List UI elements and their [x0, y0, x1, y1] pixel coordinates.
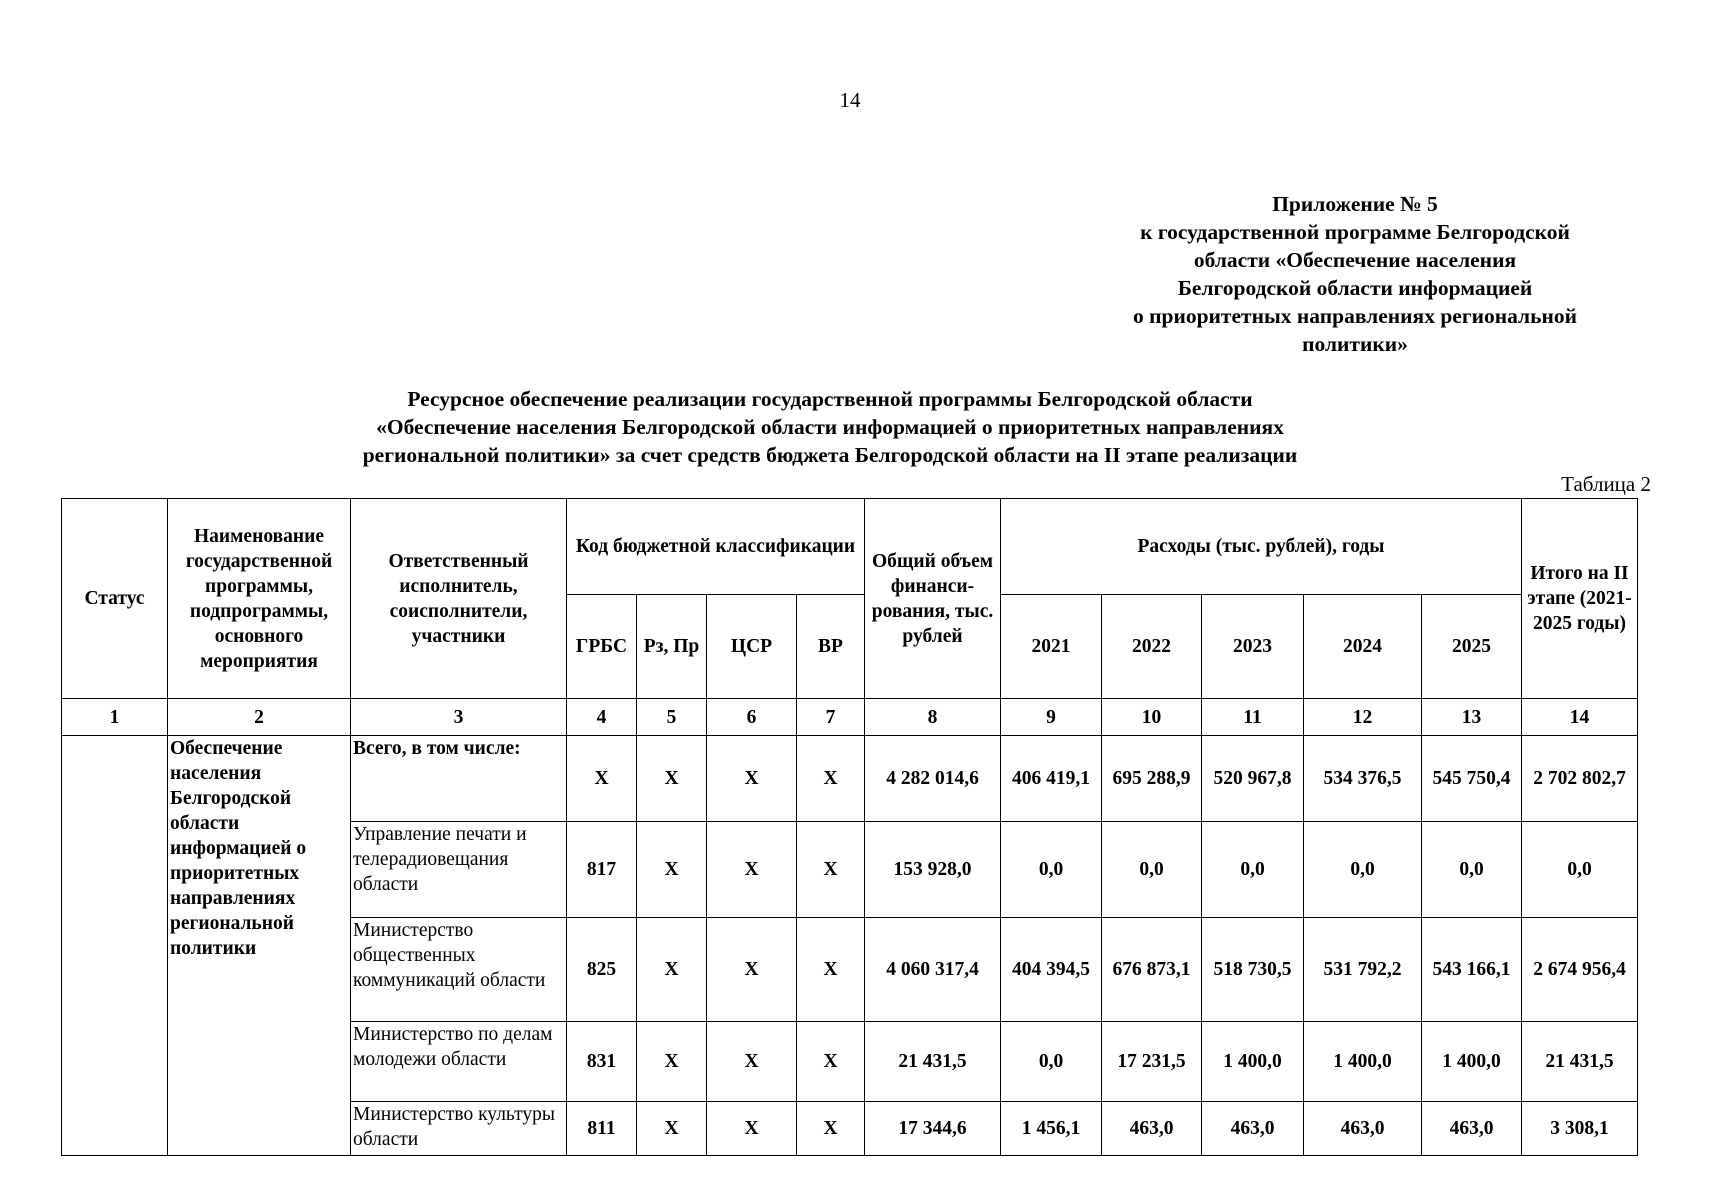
- year-2025-cell: 543 166,1: [1422, 918, 1522, 1022]
- header-vr: ВР: [797, 595, 865, 699]
- year-2023-cell: 0,0: [1202, 822, 1304, 918]
- header-year-2021: 2021: [1001, 595, 1102, 699]
- executor-cell: Министерство культуры области: [351, 1102, 567, 1156]
- grbs-cell: 811: [567, 1102, 637, 1156]
- executor-cell: Министерство по делам молодежи области: [351, 1022, 567, 1102]
- year-2021-cell: 0,0: [1001, 1022, 1102, 1102]
- column-number: 10: [1102, 699, 1202, 736]
- stage-total-cell: 2 674 956,4: [1522, 918, 1638, 1022]
- header-csr: ЦСР: [707, 595, 797, 699]
- total-cell: 4 060 317,4: [865, 918, 1001, 1022]
- year-2024-cell: 531 792,2: [1304, 918, 1422, 1022]
- column-number: 12: [1304, 699, 1422, 736]
- grbs-cell: 831: [567, 1022, 637, 1102]
- appendix-line: области «Обеспечение населения: [1193, 248, 1517, 272]
- year-2021-cell: 1 456,1: [1001, 1102, 1102, 1156]
- table-label: Таблица 2: [1561, 472, 1651, 496]
- header-executor: Ответственный исполнитель, соисполнители, участники: [351, 499, 567, 699]
- vr-cell: Х: [797, 822, 865, 918]
- column-number: 14: [1522, 699, 1638, 736]
- vr-cell: Х: [797, 918, 865, 1022]
- column-number: 8: [865, 699, 1001, 736]
- stage-total-cell: 0,0: [1522, 822, 1638, 918]
- column-number: 11: [1202, 699, 1304, 736]
- year-2025-cell: 1 400,0: [1422, 1022, 1522, 1102]
- title-line: «Обеспечение населения Белгородской области информацией о приоритетных направлениях: [376, 415, 1284, 439]
- column-number: 3: [351, 699, 567, 736]
- year-2025-cell: 0,0: [1422, 822, 1522, 918]
- appendix-line: о приоритетных направлениях региональной: [1132, 304, 1577, 328]
- column-number: 13: [1422, 699, 1522, 736]
- vr-cell: Х: [797, 1022, 865, 1102]
- column-number: 4: [567, 699, 637, 736]
- year-2021-cell: 406 419,1: [1001, 736, 1102, 822]
- program-name-cell: Обеспечение населения Белгородской области информацией о приоритетных направлениях региональной политики: [168, 736, 351, 1156]
- appendix-line: Приложение № 5: [1272, 192, 1438, 216]
- header-program-name: Наименование государственной программы, подпрограммы, основного мероприятия: [168, 499, 351, 699]
- year-2023-cell: 463,0: [1202, 1102, 1304, 1156]
- year-2022-cell: 695 288,9: [1102, 736, 1202, 822]
- csr-cell: Х: [707, 1022, 797, 1102]
- csr-cell: Х: [707, 736, 797, 822]
- grbs-cell: 825: [567, 918, 637, 1022]
- column-number: 5: [637, 699, 707, 736]
- csr-cell: Х: [707, 1102, 797, 1156]
- stage-total-cell: 2 702 802,7: [1522, 736, 1638, 822]
- year-2022-cell: 463,0: [1102, 1102, 1202, 1156]
- status-cell: [62, 736, 168, 1156]
- year-2023-cell: 518 730,5: [1202, 918, 1304, 1022]
- vr-cell: Х: [797, 736, 865, 822]
- year-2025-cell: 545 750,4: [1422, 736, 1522, 822]
- header-rz-pr: Рз, Пр: [637, 595, 707, 699]
- column-number: 6: [707, 699, 797, 736]
- csr-cell: Х: [707, 918, 797, 1022]
- year-2023-cell: 520 967,8: [1202, 736, 1304, 822]
- rz-pr-cell: Х: [637, 736, 707, 822]
- header-total-volume: Общий объем финанси-рования, тыс. рублей: [865, 499, 1001, 699]
- header-year-2023: 2023: [1202, 595, 1304, 699]
- year-2024-cell: 0,0: [1304, 822, 1422, 918]
- rz-pr-cell: Х: [637, 1102, 707, 1156]
- column-number: 1: [62, 699, 168, 736]
- rz-pr-cell: Х: [637, 1022, 707, 1102]
- total-cell: 153 928,0: [865, 822, 1001, 918]
- year-2024-cell: 463,0: [1304, 1102, 1422, 1156]
- vr-cell: Х: [797, 1102, 865, 1156]
- header-budget-code: Код бюджетной классификации: [567, 499, 865, 595]
- executor-cell: Всего, в том числе:: [351, 736, 567, 822]
- csr-cell: Х: [707, 822, 797, 918]
- appendix-line: политики»: [1302, 332, 1408, 356]
- column-number: 9: [1001, 699, 1102, 736]
- column-number: 7: [797, 699, 865, 736]
- year-2021-cell: 404 394,5: [1001, 918, 1102, 1022]
- grbs-cell: 817: [567, 822, 637, 918]
- total-cell: 21 431,5: [865, 1022, 1001, 1102]
- header-expenses: Расходы (тыс. рублей), годы: [1001, 499, 1522, 595]
- stage-total-cell: 3 308,1: [1522, 1102, 1638, 1156]
- header-grbs: ГРБС: [567, 595, 637, 699]
- year-2024-cell: 1 400,0: [1304, 1022, 1422, 1102]
- rz-pr-cell: Х: [637, 918, 707, 1022]
- header-year-2025: 2025: [1422, 595, 1522, 699]
- title-line: Ресурсное обеспечение реализации государственной программы Белгородской области: [407, 387, 1253, 411]
- header-year-2024: 2024: [1304, 595, 1422, 699]
- appendix-line: Белгородской области информацией: [1177, 276, 1533, 300]
- year-2023-cell: 1 400,0: [1202, 1022, 1304, 1102]
- year-2021-cell: 0,0: [1001, 822, 1102, 918]
- stage-total-cell: 21 431,5: [1522, 1022, 1638, 1102]
- title-line: региональной политики» за счет средств бюджета Белгородской области на II этапе реализации: [362, 443, 1298, 467]
- header-year-2022: 2022: [1102, 595, 1202, 699]
- grbs-cell: Х: [567, 736, 637, 822]
- executor-cell: Министерство общественных коммуникаций области: [351, 918, 567, 1022]
- resource-table: [61, 498, 1638, 1156]
- page-number: 14: [839, 88, 861, 112]
- table-row: [62, 736, 1638, 822]
- document-title: [250, 385, 1410, 469]
- header-status: Статус: [62, 499, 168, 699]
- year-2024-cell: 534 376,5: [1304, 736, 1422, 822]
- rz-pr-cell: Х: [637, 822, 707, 918]
- appendix-header: [1090, 190, 1620, 358]
- total-cell: 17 344,6: [865, 1102, 1001, 1156]
- executor-cell: Управление печати и телерадиовещания области: [351, 822, 567, 918]
- year-2022-cell: 676 873,1: [1102, 918, 1202, 1022]
- column-number: 2: [168, 699, 351, 736]
- year-2022-cell: 17 231,5: [1102, 1022, 1202, 1102]
- year-2022-cell: 0,0: [1102, 822, 1202, 918]
- header-stage-total: Итого на II этапе (2021-2025 годы): [1522, 499, 1638, 699]
- appendix-line: к государственной программе Белгородской: [1140, 220, 1570, 244]
- total-cell: 4 282 014,6: [865, 736, 1001, 822]
- year-2025-cell: 463,0: [1422, 1102, 1522, 1156]
